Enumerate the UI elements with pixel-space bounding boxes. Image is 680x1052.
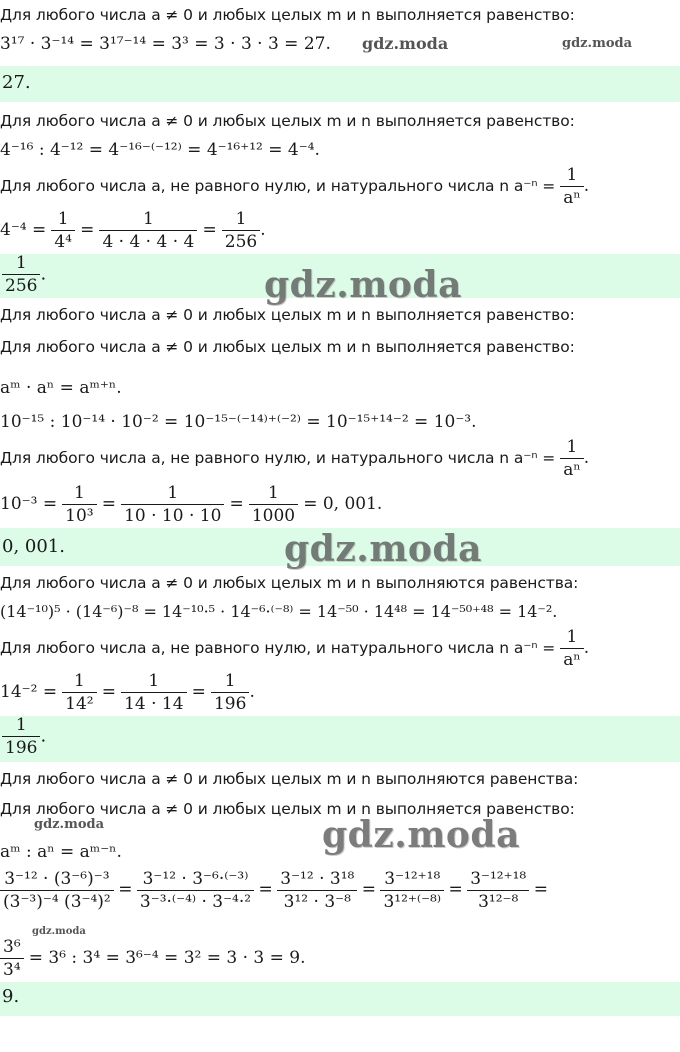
fraction: $\frac{1}{\text{aⁿ}}$ bbox=[560, 436, 584, 481]
rule-text: Для любого числа a, не равного нулю, и натурального числа n a⁻ⁿ = bbox=[0, 177, 556, 195]
answer: $\frac{1}{256}$ . bbox=[2, 252, 46, 297]
fraction: $\frac{1}{10 \cdot 10 \cdot 10}$ bbox=[121, 482, 224, 527]
answer-band bbox=[0, 982, 680, 1016]
rule-text: Для любого числа a ≠ 0 и любых целых m и n выполняются равенства: bbox=[0, 574, 579, 592]
answer-band bbox=[0, 66, 680, 102]
fraction: $\frac{\text{3⁻¹²⁺¹⁸}}{\text{3¹²⁻⁸}}$ bbox=[467, 868, 529, 913]
rule-text: Для любого числа a ≠ 0 и любых целых m и n выполняется равенство: bbox=[0, 800, 575, 818]
watermark: gdz.moda bbox=[362, 34, 449, 53]
fraction: $\frac{\text{3⁻¹² · (3⁻⁶)⁻³}}{\text{(3⁻³)⁻⁴ (3⁻⁴)²}}$ bbox=[0, 868, 114, 913]
calculation: 10⁻¹⁵ : 10⁻¹⁴ · 10⁻² = 10⁻¹⁵⁻⁽⁻¹⁴⁾⁺⁽⁻²⁾ = 10⁻¹⁵⁺¹⁴⁻² = 10⁻³. bbox=[0, 412, 477, 432]
fraction: $\frac{1}{\text{aⁿ}}$ bbox=[560, 164, 584, 209]
fraction: $\frac{1}{\text{aⁿ}}$ bbox=[560, 626, 584, 671]
fraction: $\frac{\text{3⁻¹² · 3¹⁸}}{\text{3¹² · 3⁻⁸}}$ bbox=[277, 868, 357, 913]
rule-text: Для любого числа a ≠ 0 и любых целых m и n выполняется равенство: bbox=[0, 338, 575, 356]
watermark: gdz.moda bbox=[322, 814, 520, 856]
fraction: $\frac{1}{1000}$ bbox=[249, 482, 298, 527]
watermark: gdz.moda bbox=[32, 926, 86, 937]
calculation: 3¹⁷ · 3⁻¹⁴ = 3¹⁷⁻¹⁴ = 3³ = 3 · 3 · 3 = 27. bbox=[0, 34, 331, 54]
watermark: gdz.moda bbox=[34, 817, 105, 832]
watermark: gdz.moda bbox=[264, 264, 462, 306]
formula: aᵐ : aⁿ = aᵐ⁻ⁿ. bbox=[0, 842, 122, 862]
rule-text: Для любого числа a ≠ 0 и любых целых m и n выполняется равенство: bbox=[0, 306, 575, 324]
fraction: $\frac{1}{196}$ bbox=[211, 670, 249, 715]
calculation: = 3⁶ : 3⁴ = 3⁶⁻⁴ = 3² = 3 · 3 = 9. bbox=[28, 948, 306, 968]
answer: 0, 001. bbox=[2, 536, 65, 557]
calculation: 10⁻³ = bbox=[0, 494, 58, 514]
watermark: gdz.moda bbox=[562, 36, 633, 51]
fraction: $\frac{1}{\text{10³}}$ bbox=[62, 482, 96, 527]
rule-text: Для любого числа a ≠ 0 и любых целых m и n выполняются равенства: bbox=[0, 770, 579, 788]
fraction: $\frac{\text{3⁻¹² · 3⁻⁶·⁽⁻³⁾}}{\text{3⁻³·⁽⁻⁴⁾ · 3⁻⁴·²}}$ bbox=[137, 868, 254, 913]
rule-text: Для любого числа a ≠ 0 и любых целых m и n выполняется равенство: bbox=[0, 112, 575, 130]
answer: 27. bbox=[2, 72, 31, 93]
calculation: 4⁻¹⁶ : 4⁻¹² = 4⁻¹⁶⁻⁽⁻¹²⁾ = 4⁻¹⁶⁺¹² = 4⁻⁴. bbox=[0, 140, 320, 160]
answer-band bbox=[0, 716, 680, 762]
fraction: $\frac{\text{3⁶}}{\text{3⁴}}$ bbox=[0, 936, 24, 981]
fraction: $\frac{\text{3⁻¹²⁺¹⁸}}{\text{3¹²⁺⁽⁻⁸⁾}}$ bbox=[380, 868, 444, 913]
watermark: gdz.moda bbox=[284, 528, 482, 570]
fraction: $\frac{1}{4 \cdot 4 \cdot 4 \cdot 4}$ bbox=[99, 208, 197, 253]
fraction: $\frac{1}{256}$ bbox=[222, 208, 260, 253]
answer: $\frac{1}{196}$ . bbox=[2, 714, 46, 759]
rule-text: Для любого числа a, не равного нулю, и натурального числа n a⁻ⁿ = bbox=[0, 639, 556, 657]
calculation: 4⁻⁴ = bbox=[0, 220, 47, 240]
rule-text: Для любого числа a, не равного нулю, и натурального числа n a⁻ⁿ = bbox=[0, 449, 556, 467]
calculation: 14⁻² = bbox=[0, 682, 58, 702]
fraction: $\frac{1}{\text{4⁴}}$ bbox=[51, 208, 75, 253]
fraction: $\frac{1}{\text{14²}}$ bbox=[62, 670, 96, 715]
calculation: (14⁻¹⁰)⁵ · (14⁻⁶)⁻⁸ = 14⁻¹⁰·⁵ · 14⁻⁶·⁽⁻⁸⁾ = 14⁻⁵⁰ · 14⁴⁸ = 14⁻⁵⁰⁺⁴⁸ = 14⁻². bbox=[0, 602, 558, 621]
rule-text: Для любого числа a ≠ 0 и любых целых m и n выполняется равенство: bbox=[0, 6, 575, 24]
answer: 9. bbox=[2, 986, 20, 1007]
fraction: $\frac{1}{14 \cdot 14}$ bbox=[121, 670, 186, 715]
formula: aᵐ · aⁿ = aᵐ⁺ⁿ. bbox=[0, 378, 122, 398]
